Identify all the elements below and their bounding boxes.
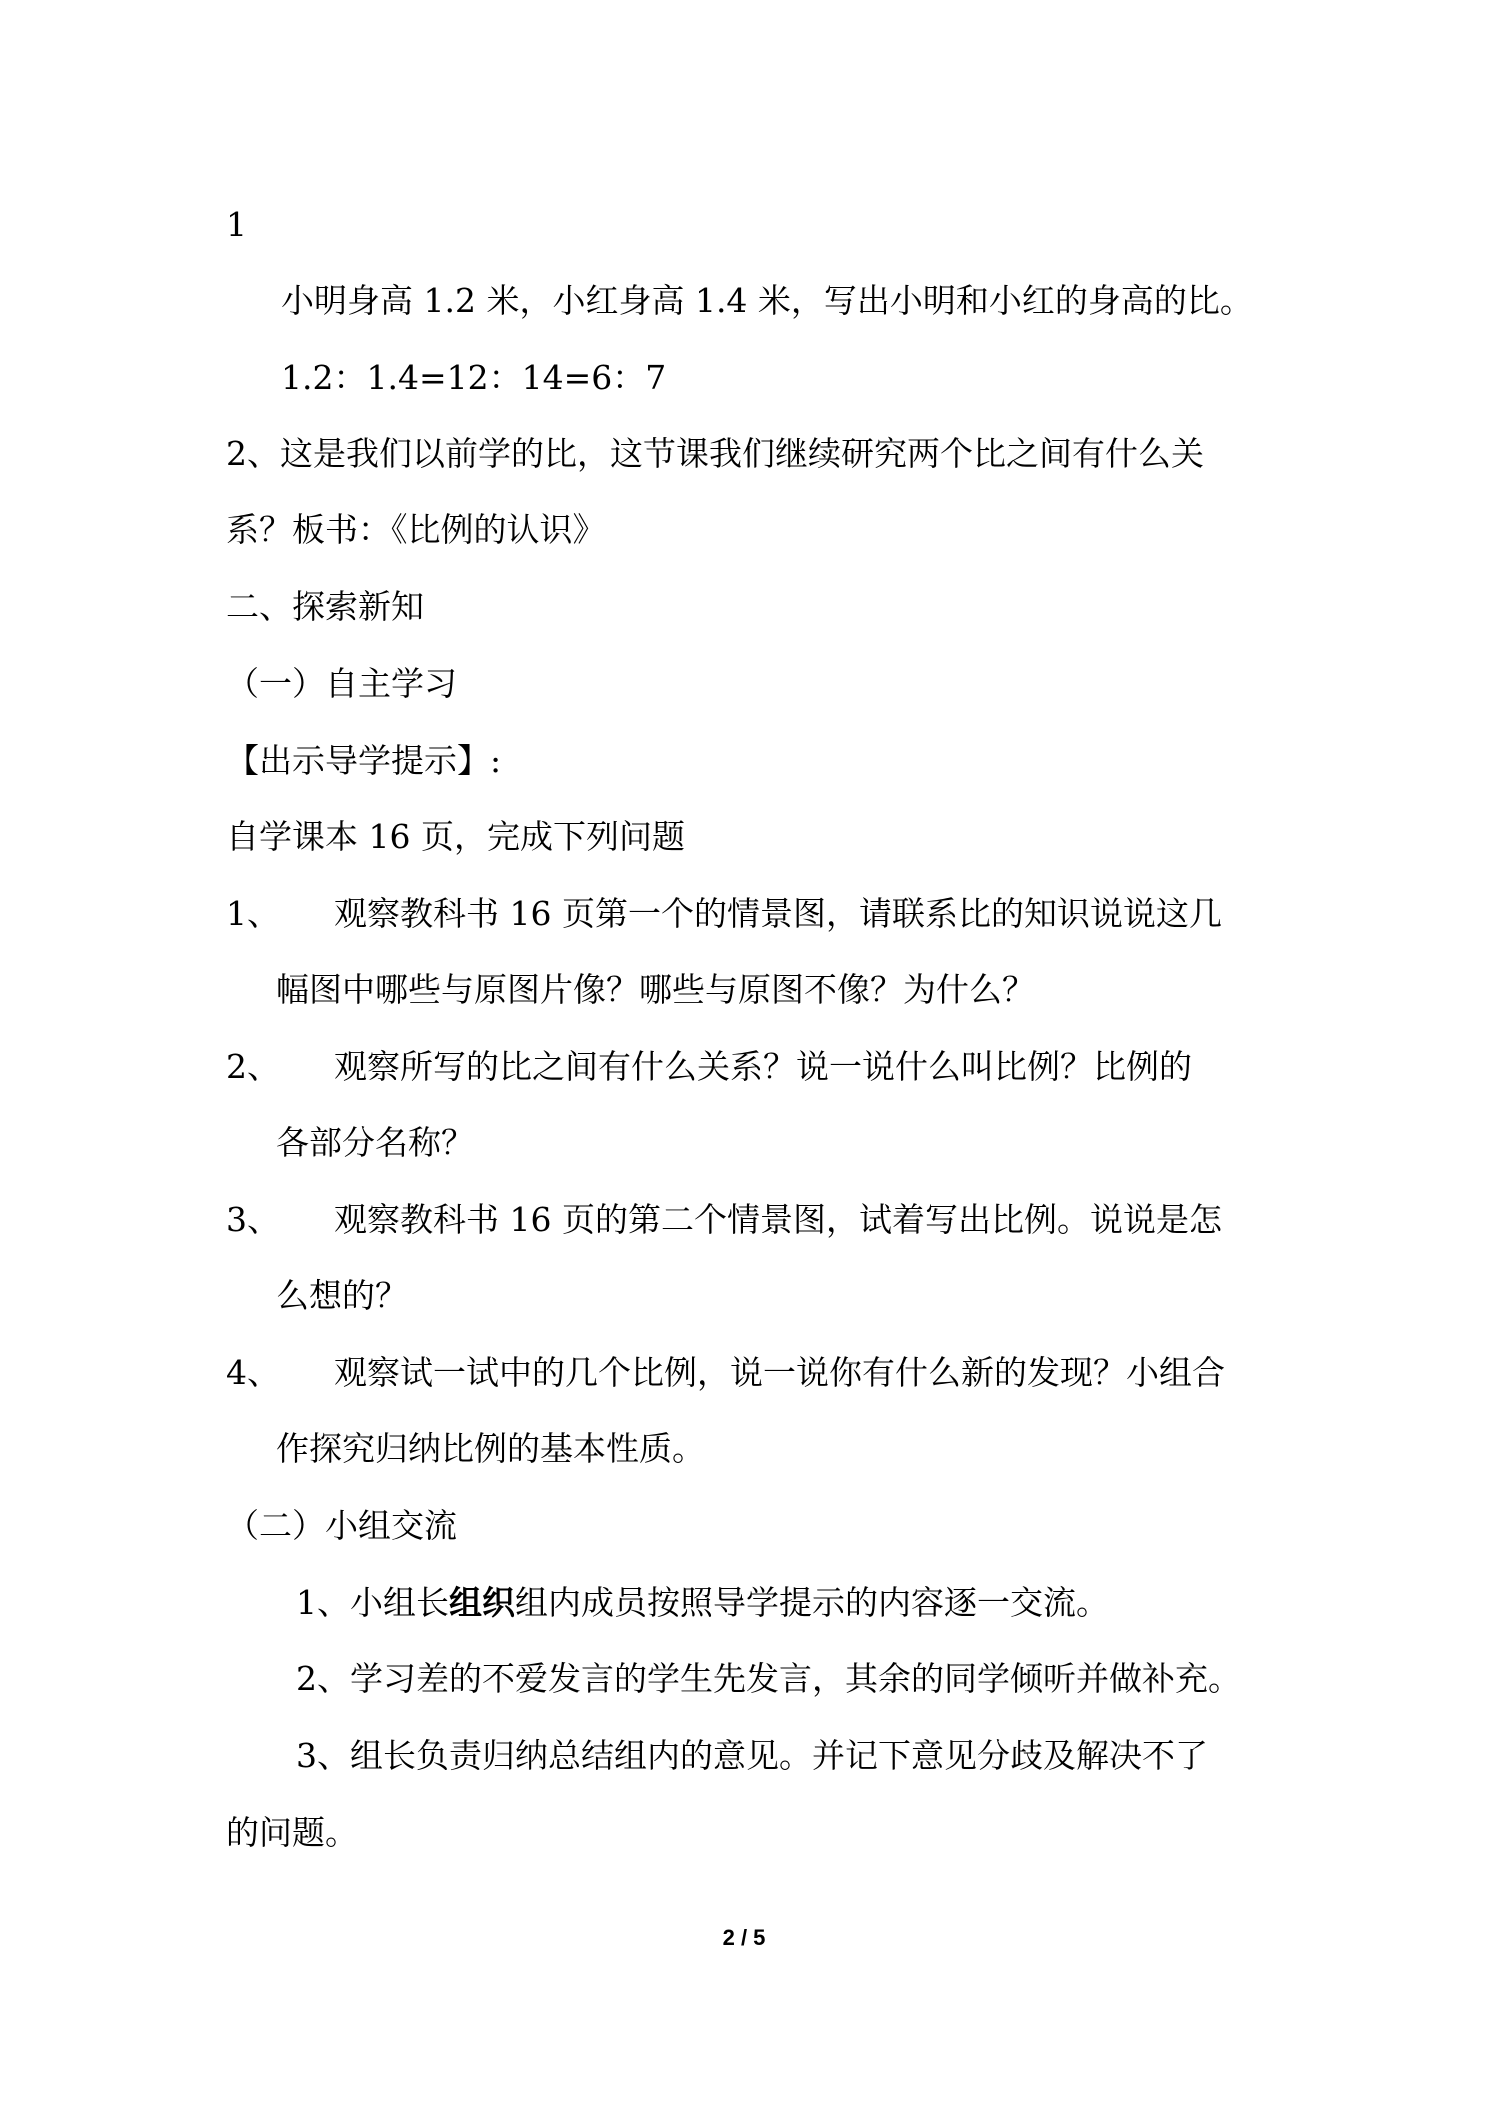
text-line: 自学课本 16 页，完成下列问题 xyxy=(226,817,685,856)
text-line: 2、学习差的不爱发言的学生先发言，其余的同学倾听并做补充。 xyxy=(296,1659,1241,1698)
text-segment: 1、小组长 xyxy=(296,1583,449,1622)
list-text: 观察教科书 16 页第一个的情景图，请联系比的知识说说这几 xyxy=(334,894,1222,933)
list-text: 观察教科书 16 页的第二个情景图，试着写出比例。说说是怎 xyxy=(334,1200,1222,1239)
page-number: 2 / 5 xyxy=(722,1925,766,1950)
text-line: 1.2：1.4=12：14=6：7 xyxy=(281,358,667,397)
list-text: 观察所写的比之间有什么关系？说一说什么叫比例？比例的 xyxy=(334,1047,1192,1086)
text-line xyxy=(296,1583,1109,1623)
text-line: 3、组长负责归纳总结组内的意见。并记下意见分歧及解决不了 xyxy=(296,1736,1208,1775)
section-heading: 二、探索新知 xyxy=(226,587,424,626)
list-number: 3、 xyxy=(226,1200,280,1239)
prompt-heading: 【出示导学提示】: xyxy=(226,741,502,780)
list-text: 作探究归纳比例的基本性质。 xyxy=(276,1429,705,1468)
text-line: 小明身高 1.2 米，小红身高 1.4 米，写出小明和小红的身高的比。 xyxy=(281,281,1253,320)
text-line: 的问题。 xyxy=(226,1813,358,1852)
text-line: 2、这是我们以前学的比，这节课我们继续研究两个比之间有什么关 xyxy=(226,434,1204,473)
text-line: 系？板书：《比例的认识》 xyxy=(226,510,606,549)
subsection-heading: （一）自主学习 xyxy=(226,664,457,703)
list-number: 4、 xyxy=(226,1353,280,1392)
list-text: 观察试一试中的几个比例，说一说你有什么新的发现？小组合 xyxy=(334,1353,1225,1392)
text-segment: 组内成员按照导学提示的内容逐一交流。 xyxy=(515,1583,1109,1622)
bold-text: 组织 xyxy=(449,1583,515,1622)
list-text: 各部分名称？ xyxy=(276,1123,474,1162)
list-text: 么想的？ xyxy=(276,1276,408,1315)
list-number: 1、 xyxy=(226,894,280,933)
list-number: 2、 xyxy=(226,1047,280,1086)
subsection-heading: （二）小组交流 xyxy=(226,1506,457,1545)
text-line: 1 xyxy=(226,205,247,244)
list-text: 幅图中哪些与原图片像？哪些与原图不像？为什么？ xyxy=(276,970,1035,1009)
